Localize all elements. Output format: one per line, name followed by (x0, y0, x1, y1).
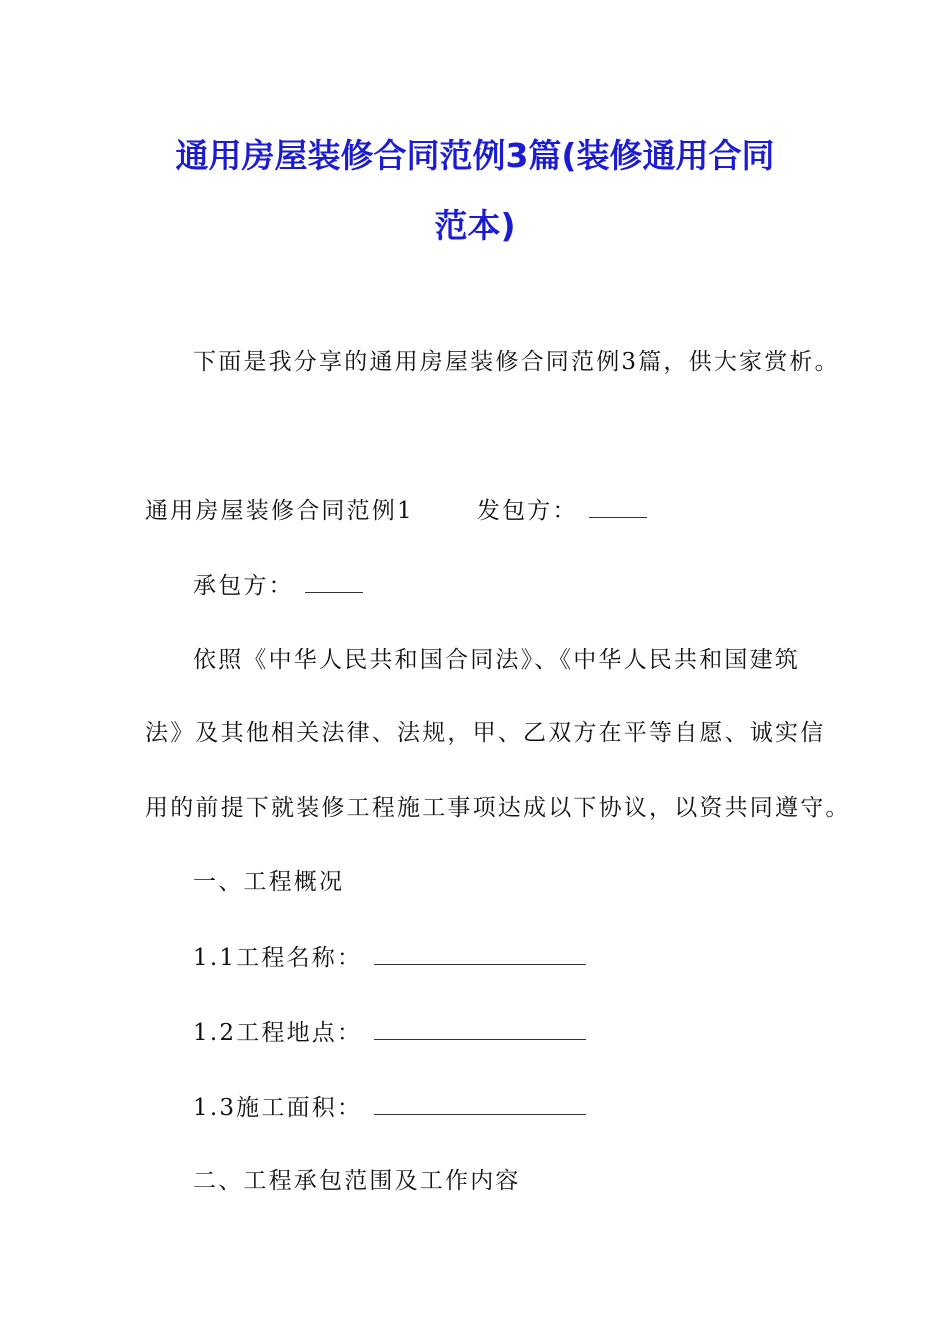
item-1-2-row (193, 1017, 586, 1048)
item-1-1-row (193, 942, 586, 973)
item-1-1-label: 1.1工程名称： (193, 945, 363, 971)
contract-heading: 通用房屋装修合同范例1 (145, 498, 414, 524)
intro-paragraph: 下面是我分享的通用房屋装修合同范例3篇，供大家赏析。 (193, 349, 840, 375)
item-1-2-blank (374, 1017, 586, 1040)
paragraph-1-line-2: 法》及其他相关法律、法规，甲、乙双方在平等自愿、诚实信 (145, 720, 826, 746)
item-1-1-blank (374, 942, 586, 965)
document-title-line-1: 通用房屋装修合同范例3篇(装修通用合同 (175, 136, 775, 175)
paragraph-1-line-3: 用的前提下就装修工程施工事项达成以下协议，以资共同遵守。 (145, 795, 851, 821)
document-title-line-2: 范本) (434, 206, 516, 245)
party-a-label: 发包方： (476, 498, 578, 524)
contract-heading-row (145, 495, 647, 526)
item-1-2-label: 1.2工程地点： (193, 1020, 363, 1046)
party-b-blank (305, 570, 363, 593)
party-b-row (193, 570, 363, 601)
item-1-3-label: 1.3施工面积： (193, 1095, 363, 1121)
section-2-heading: 二、工程承包范围及工作内容 (193, 1168, 521, 1194)
section-1-heading: 一、工程概况 (193, 869, 345, 895)
paragraph-1-line-1: 依照《中华人民共和国合同法》、《中华人民共和国建筑 (193, 647, 800, 673)
item-1-3-blank (374, 1092, 586, 1115)
party-a-blank (589, 495, 647, 518)
item-1-3-row (193, 1092, 586, 1123)
party-b-label: 承包方： (193, 573, 294, 599)
